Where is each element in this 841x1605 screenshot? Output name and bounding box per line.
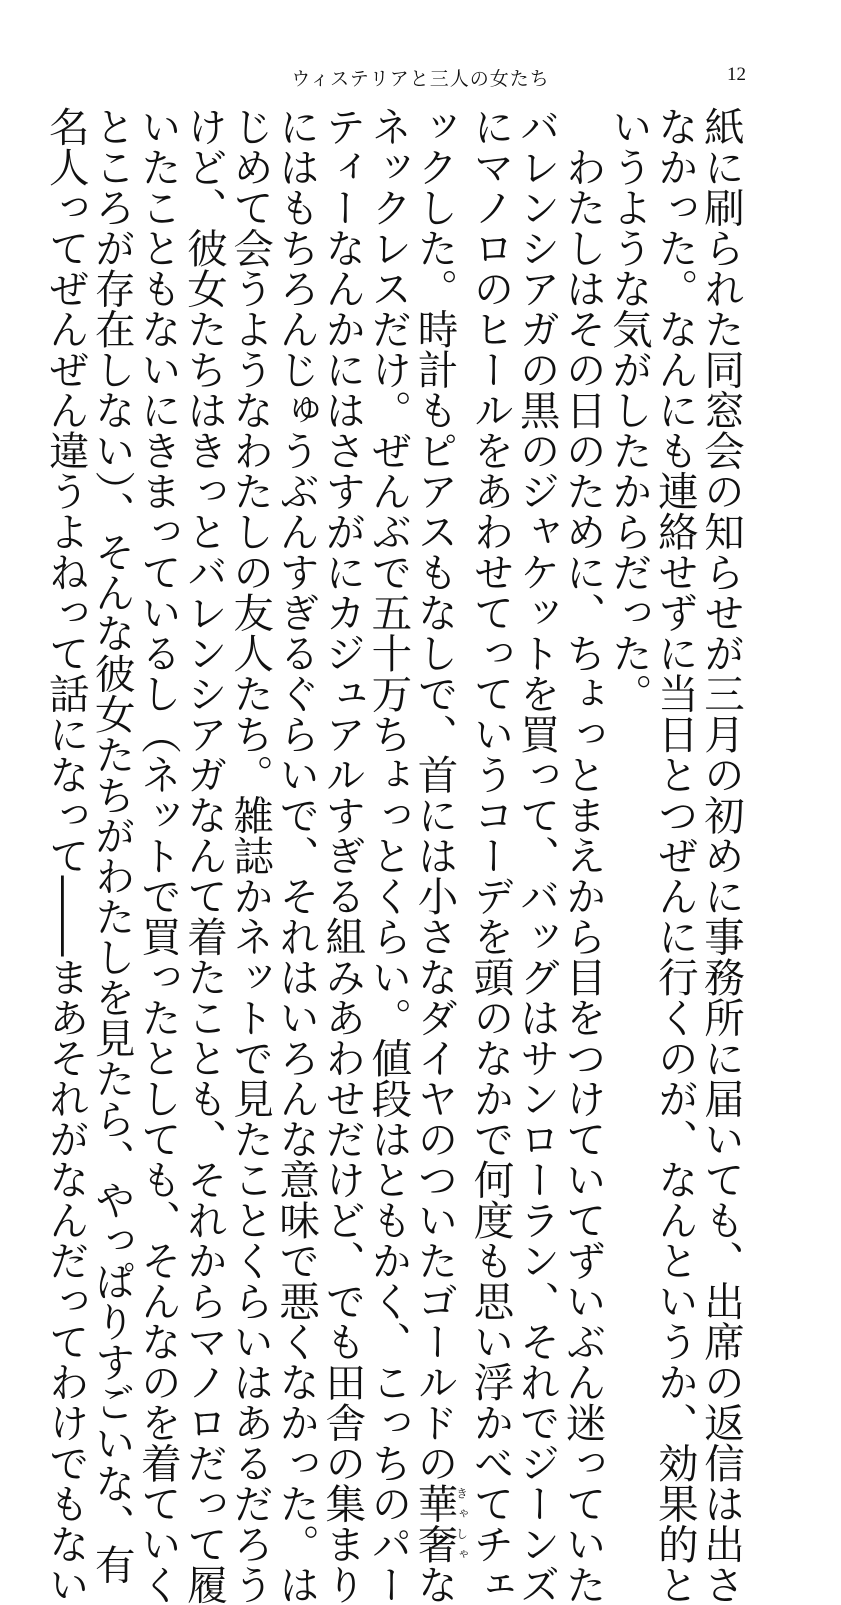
text-column: にはもちろんじゅうぶんすぎるぐらいで、それはいろんな意味で悪くなかった。は [272, 106, 321, 1605]
text-column: ところが存在しない）、そんな彼女たちがわたしを見たら、やっぱりすごいな、有 [87, 106, 136, 1585]
text-column: けど、彼女たちはきっとバレンシアガなんて着たことも、それからマノロだって履 [179, 106, 228, 1605]
text-column: いたこともないにきまっているし（ネットで買ったとしても、そんなのを着ていく [133, 106, 182, 1605]
ruby-reading: きゃしゃ [454, 1483, 469, 1564]
text-run: な [410, 1564, 459, 1605]
text-column: ネックレスだけ。ぜんぶで五十万ちょっとくらい。値段はともかく、こっちのパー [364, 106, 413, 1605]
text-column: いうような気がしたからだった。 [604, 106, 653, 714]
body-text [41, 106, 745, 1605]
text-column-with-ruby [410, 106, 469, 1605]
text-column: バレンシアガの黒のジャケットを買って、バッグはサンローラン、それでジーンズ [512, 106, 561, 1605]
ruby-annotation [410, 1483, 469, 1564]
ruby-base: 華奢 [410, 1483, 459, 1564]
page-number: 12 [727, 64, 746, 85]
text-column: なかった。なんにも連絡せずに当日とつぜんに行くのが、なんというか、効果的と [650, 106, 699, 1605]
text-column: にマノロのヒールをあわせてっていうコーデを頭のなかで何度も思い浮かべてチェ [466, 106, 515, 1605]
text-column: じめて会うようなわたしの友人たち。雑誌かネットで見たことくらいはあるだろう [226, 106, 275, 1605]
text-column: ティーなんかにはさすがにカジュアルすぎる組みあわせだけど、でも田舎の集まり [318, 106, 367, 1605]
text-column: わたしはその日のために、ちょっとまえから目をつけていてずいぶん迷っていた [558, 106, 607, 1605]
text-column: 紙に刷られた同窓会の知らせが三月の初めに事務所に届いても、出席の返信は出さ [697, 106, 745, 1605]
running-header-title: ウィステリアと三人の女たち [291, 68, 550, 90]
text-run: ックした。時計もピアスもなしで、首には小さなダイヤのついたゴールドの [410, 106, 459, 1483]
text-column: 名人ってぜんぜん違うよねって話になって――まあそれがなんだってわけでもない [41, 106, 90, 1605]
